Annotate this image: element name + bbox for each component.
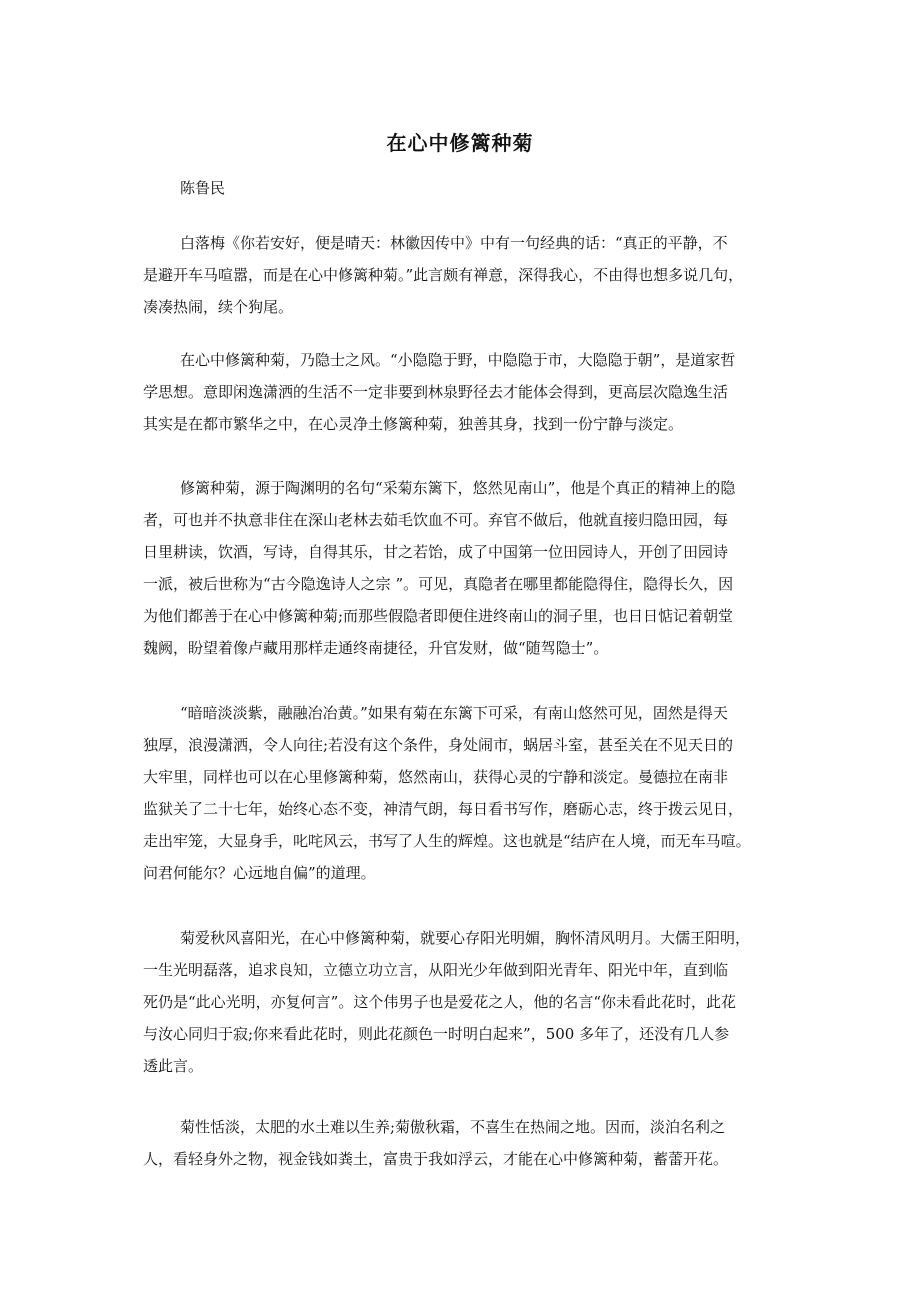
paragraph-line: 者，可也并不执意非住在深山老林去茹毛饮血不可。弃官不做后，他就直接归隐田园，每 <box>143 511 729 529</box>
paragraph-line: 学思想。意即闲逸潇洒的生活不一定非要到林泉野径去才能体会得到，更高层次隐逸生活 <box>143 383 729 401</box>
paragraph-line: 与汝心同归于寂;你来看此花时，则此花颜色一时明白起来”，500 多年了，还没有几人参 <box>143 1025 730 1043</box>
paragraph-line: 菊性恬淡，太肥的水土难以生养;菊傲秋霜，不喜生在热闹之地。因而，淡泊名利之 <box>180 1118 726 1136</box>
paragraph-line: 大牢里，同样也可以在心里修篱种菊，悠然南山，获得心灵的宁静和淡定。曼德拉在南非 <box>143 768 729 786</box>
paragraph-line: 修篱种菊，源于陶渊明的名句“采菊东篱下，悠然见南山”，他是个真正的精神上的隐 <box>180 479 736 497</box>
paragraph-2 <box>143 344 803 440</box>
paragraph-line: 菊爱秋风喜阳光，在心中修篱种菊，就要心存阳光明媚，胸怀清风明月。大儒王阳明， <box>180 929 751 947</box>
paragraph-line: 魏阙，盼望着像卢藏用那样走通终南捷径，升官发财，做“随驾隐士”。 <box>143 639 609 657</box>
paragraph-line: 是避开车马喧嚣，而是在心中修篱种菊。”此言颇有禅意，深得我心，不由得也想多说几句， <box>143 266 744 284</box>
paragraph-line: 白落梅《你若安好，便是晴天：林徽因传中》中有一句经典的话：“真正的平静，不 <box>180 234 728 252</box>
document-title: 在心中修篱种菊 <box>386 131 534 155</box>
paragraph-line: 在心中修篱种菊，乃隐士之风。“小隐隐于野，中隐隐于市，大隐隐于朝”，是道家哲 <box>180 351 736 369</box>
paragraph-line: 问君何能尔？心远地自偏”的道理。 <box>143 864 376 882</box>
paragraph-3 <box>143 472 803 664</box>
paragraph-line: 走出牢笼，大显身手，叱咤风云，书写了人生的辉煌。这也就是“结庐在人境，而无车马喧。 <box>143 832 751 850</box>
paragraph-line: 透此言。 <box>143 1057 204 1075</box>
paragraph-line: 独厚，浪漫潇洒，令人向往;若没有这个条件，身处闹市，蜗居斗室，甚至关在不见天日的 <box>143 736 734 754</box>
author-name: 陈鲁民 <box>180 179 226 197</box>
paragraph-1 <box>143 227 803 323</box>
paragraph-line: 一派，被后世称为“古今隐逸诗人之宗 ”。可见，真隐者在哪里都能隐得住，隐得长久，因 <box>143 575 734 593</box>
paragraph-line: 死仍是“此心光明，亦复何言”。这个伟男子也是爱花之人，他的名言“你未看此花时，此花 <box>143 993 737 1011</box>
paragraph-line: 凑凑热闹，续个狗尾。 <box>143 298 294 316</box>
paragraph-line: 监狱关了二十七年，始终心态不变，神清气朗，每日看书写作，磨砺心志，终于拨云见日， <box>143 800 744 818</box>
paragraph-line: 日里耕读，饮酒，写诗，自得其乐，甘之若饴，成了中国第一位田园诗人，开创了田园诗 <box>143 543 729 561</box>
paragraph-line: 其实是在都市繁华之中，在心灵净土修篱种菊，独善其身，找到一份宁静与淡定。 <box>143 415 684 433</box>
paragraph-line: 为他们都善于在心中修篱种菊;而那些假隐者即便住进终南山的洞子里，也日日惦记着朝堂 <box>143 607 734 625</box>
paragraph-line: 一生光明磊落，追求良知，立德立功立言，从阳光少年做到阳光青年、阳光中年，直到临 <box>143 961 729 979</box>
paragraph-line: 人，看轻身外之物，视金钱如粪土，富贵于我如浮云，才能在心中修篱种菊，蓄蕾开花。 <box>143 1150 729 1168</box>
paragraph-6 <box>143 1111 803 1175</box>
paragraph-5 <box>143 922 803 1082</box>
paragraph-4 <box>143 697 803 889</box>
paragraph-line: “暗暗淡淡紫，融融冶冶黄。”如果有菊在东篱下可采，有南山悠然可见，固然是得天 <box>180 704 728 722</box>
